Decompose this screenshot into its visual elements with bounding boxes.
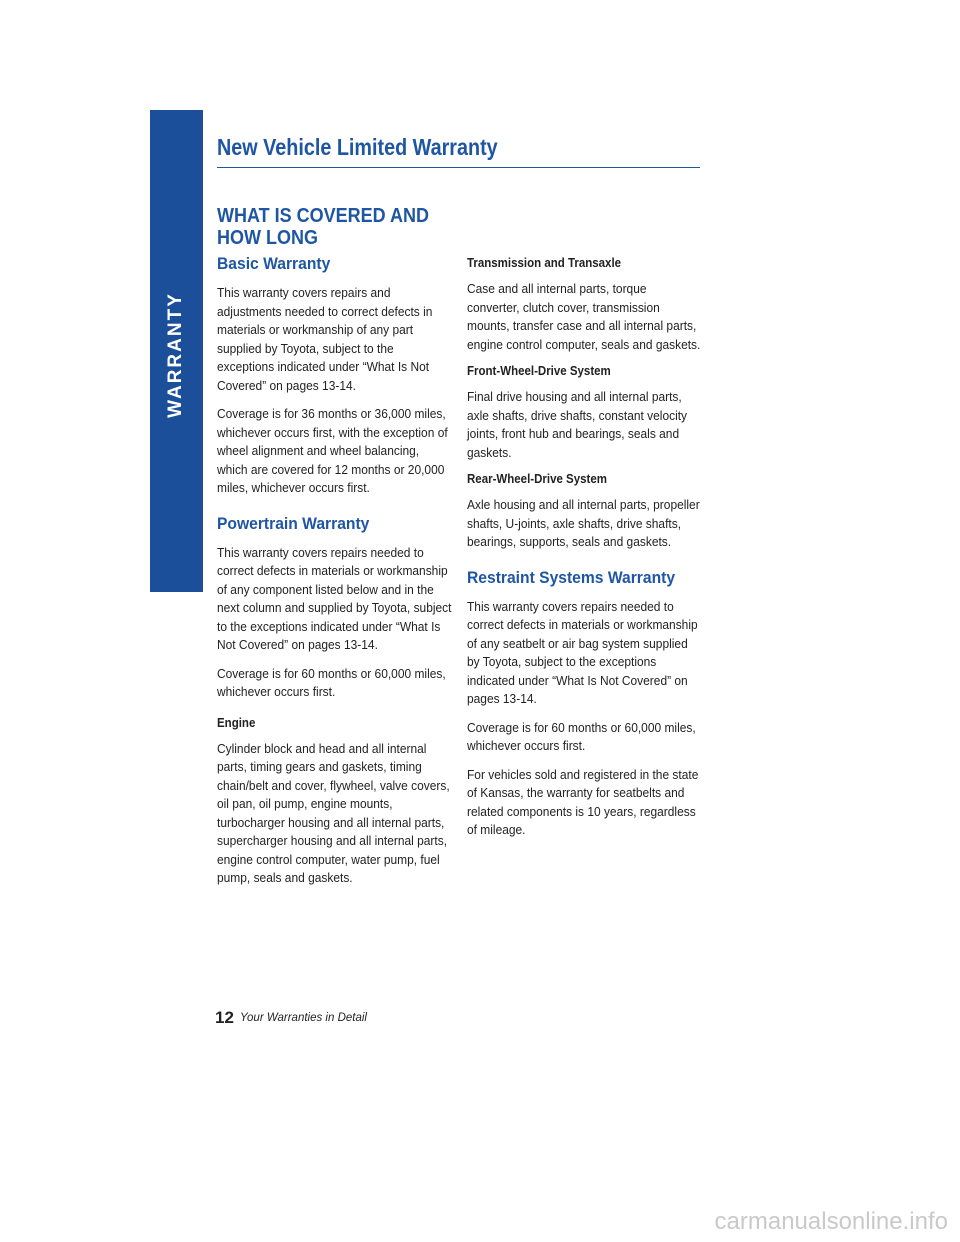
transmission-heading: Transmission and Transaxle — [467, 256, 622, 270]
right-column — [467, 254, 707, 850]
basic-warranty-heading: Basic Warranty — [217, 254, 331, 273]
left-column — [217, 254, 457, 898]
engine-heading: Engine — [217, 715, 256, 730]
side-tab-label: WARRANTY — [165, 292, 186, 418]
title-divider — [217, 167, 700, 168]
basic-warranty-text-2: Coverage is for 36 months or 36,000 miles, whichever occurs first, with the exception of wheel alignment and wheel balancing, which are covered for 12 months or 20,000 miles, whichever occurs first. — [217, 406, 448, 495]
engine-text: Cylinder block and head and all internal parts, timing gears and gaskets, timing chain/belt and cover, flywheel, valve covers, oil pan, oil pump, engine mounts, turbocharger housing and all internal parts, supercharger housing and all internal parts, engine control computer, water pump, fuel pump, seals and gaskets. — [217, 740, 450, 885]
section-heading-line2: HOW LONG — [217, 227, 318, 249]
restraint-warranty-text-2: Coverage is for 60 months or 60,000 miles, whichever occurs first. — [467, 719, 696, 753]
side-tab-label-wrap — [150, 280, 203, 430]
footer-label: Your Warranties in Detail — [240, 1012, 367, 1024]
section-heading — [217, 205, 429, 249]
powertrain-warranty-heading: Powertrain Warranty — [217, 513, 370, 533]
section-heading-line1: WHAT IS COVERED AND — [217, 205, 430, 227]
fwd-heading: Front-Wheel-Drive System — [467, 364, 611, 378]
basic-warranty-text-1: This warranty covers repairs and adjustments needed to correct defects in materials or workmanship of any part supplied by Toyota, subject to the exceptions indicated under “What Is Not Covered” on pages 13-14. — [217, 285, 433, 393]
rwd-text: Axle housing and all internal parts, propeller shafts, U-joints, axle shafts, drive shafts, bearings, supports, seals and gaskets. — [467, 497, 700, 549]
watermark: carmanualsonline.info — [714, 1208, 948, 1235]
restraint-warranty-text-3: For vehicles sold and registered in the state of Kansas, the warranty for seatbelts and related components is 10 years, regardless of mileage. — [467, 766, 699, 837]
restraint-warranty-text-1: This warranty covers repairs needed to correct defects in materials or workmanship of any seatbelt or air bag system supplied by Toyota, subject to the exceptions indicated under “What Is Not Covered” on pages 13-14. — [467, 598, 698, 706]
fwd-text: Final drive housing and all internal parts, axle shafts, drive shafts, constant velocity joints, front hub and bearings, seals and gaskets. — [467, 389, 688, 460]
transmission-text: Case and all internal parts, torque converter, clutch cover, transmission mounts, transfer case and all internal parts, engine control computer, seals and gaskets. — [467, 281, 701, 352]
powertrain-warranty-text-2: Coverage is for 60 months or 60,000 miles, whichever occurs first. — [217, 665, 446, 699]
page-number: 12 — [215, 1008, 234, 1027]
powertrain-warranty-text-1: This warranty covers repairs needed to correct defects in materials or workmanship of any component listed below and in the next column and supplied by Toyota, subject to the exceptions indicated under “What Is Not Covered” on pages 13-14. — [217, 544, 452, 652]
page-title: New Vehicle Limited Warranty — [217, 134, 498, 160]
rwd-heading: Rear-Wheel-Drive System — [467, 472, 607, 486]
restraint-warranty-heading: Restraint Systems Warranty — [467, 567, 676, 587]
